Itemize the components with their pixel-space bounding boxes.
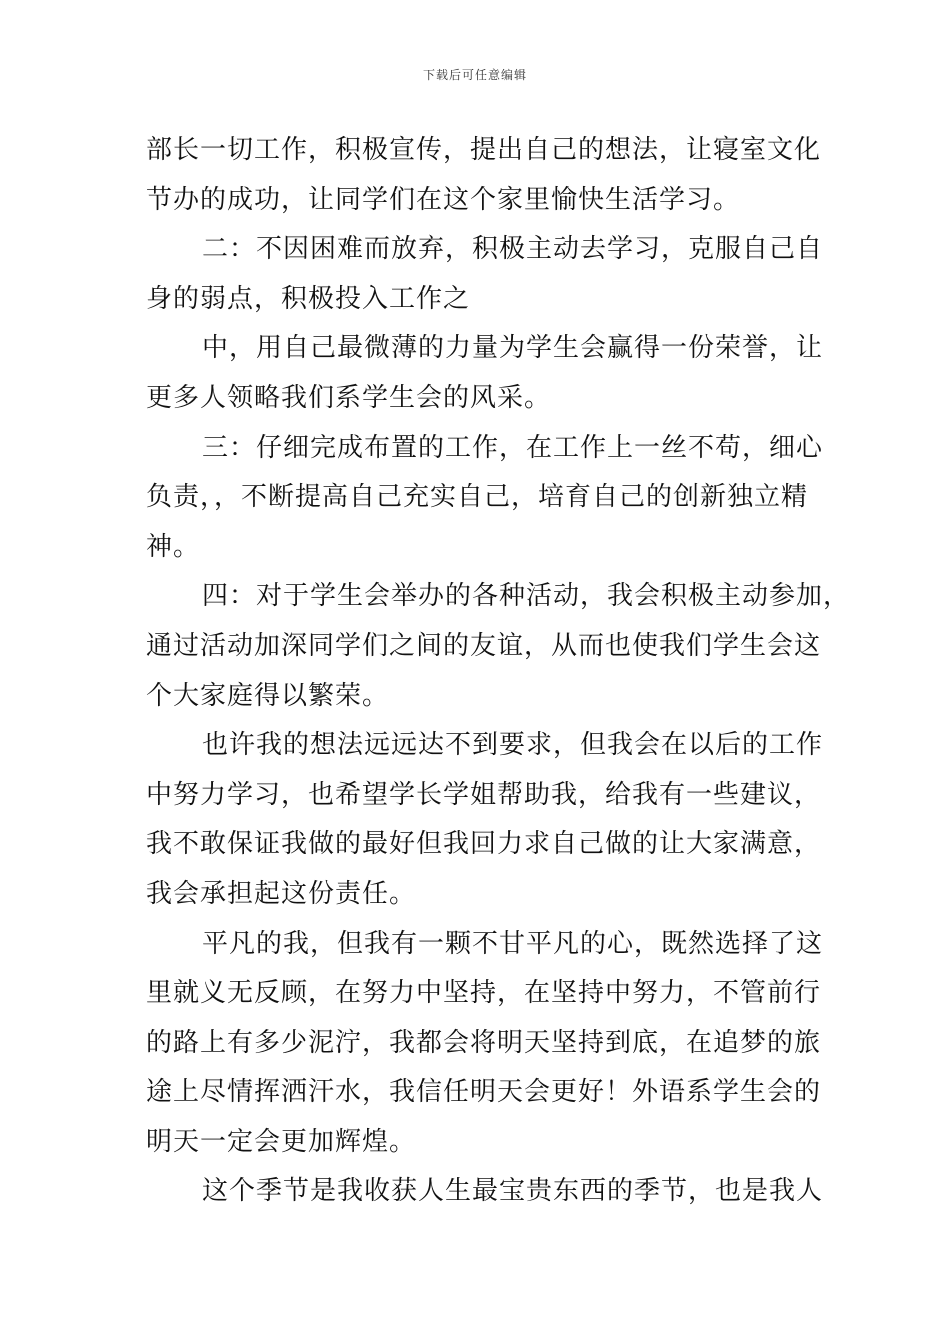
text-line: 二：不因困难而放弃，积极主动去学习，克服自己自 xyxy=(202,234,824,265)
text-line: 我不敢保证我做的最好但我回力求自己做的让大家满意， xyxy=(146,829,822,860)
text-line: 身的弱点，积极投入工作之 xyxy=(146,283,471,314)
text-line: 三：仔细完成布置的工作，在工作上一丝不苟，细心 xyxy=(202,432,824,463)
text-line: 中努力学习，也希望学长学姐帮助我，给我有一些建议， xyxy=(146,779,822,810)
header-note: 下载后可任意编辑 xyxy=(422,68,527,82)
document-body xyxy=(146,126,851,1217)
text-line: 这个季节是我收获人生最宝贵东西的季节，也是我人 xyxy=(202,1176,824,1207)
text-line: 也许我的想法远远达不到要求，但我会在以后的工作 xyxy=(202,730,824,761)
text-line: 平凡的我，但我有一颗不甘平凡的心，既然选择了这 xyxy=(202,928,824,959)
text-line: 中，用自己最微薄的力量为学生会赢得一份荣誉，让 xyxy=(202,333,824,364)
text-line: 通过活动加深同学们之间的友谊，从而也使我们学生会这 xyxy=(146,630,822,661)
text-line: 四：对于学生会举办的各种活动，我会积极主动参加， xyxy=(202,581,851,612)
text-line: 部长一切工作，积极宣传，提出自己的想法，让寝室文化 xyxy=(146,135,822,165)
text-line: 神。 xyxy=(146,531,201,562)
text-line: 负责，，不断提高自己充实自己，培育自己的创新独立精 xyxy=(146,482,809,513)
text-line: 更多人领略我们系学生会的风采。 xyxy=(146,382,552,413)
text-line: 我会承担起这份责任。 xyxy=(146,878,417,909)
text-line: 节办的成功，让同学们在这个家里愉快生活学习。 xyxy=(146,184,741,215)
text-line: 里就义无反顾，在努力中坚持，在坚持中努力，不管前行 xyxy=(146,978,822,1009)
text-line: 明天一定会更加辉煌。 xyxy=(146,1126,417,1157)
text-line: 个大家庭得以繁荣。 xyxy=(146,680,390,711)
text-line: 途上尽情挥洒汗水，我信任明天会更好！外语系学生会的 xyxy=(146,1077,822,1108)
text-line: 的路上有多少泥泞，我都会将明天坚持到底，在追梦的旅 xyxy=(146,1027,822,1058)
